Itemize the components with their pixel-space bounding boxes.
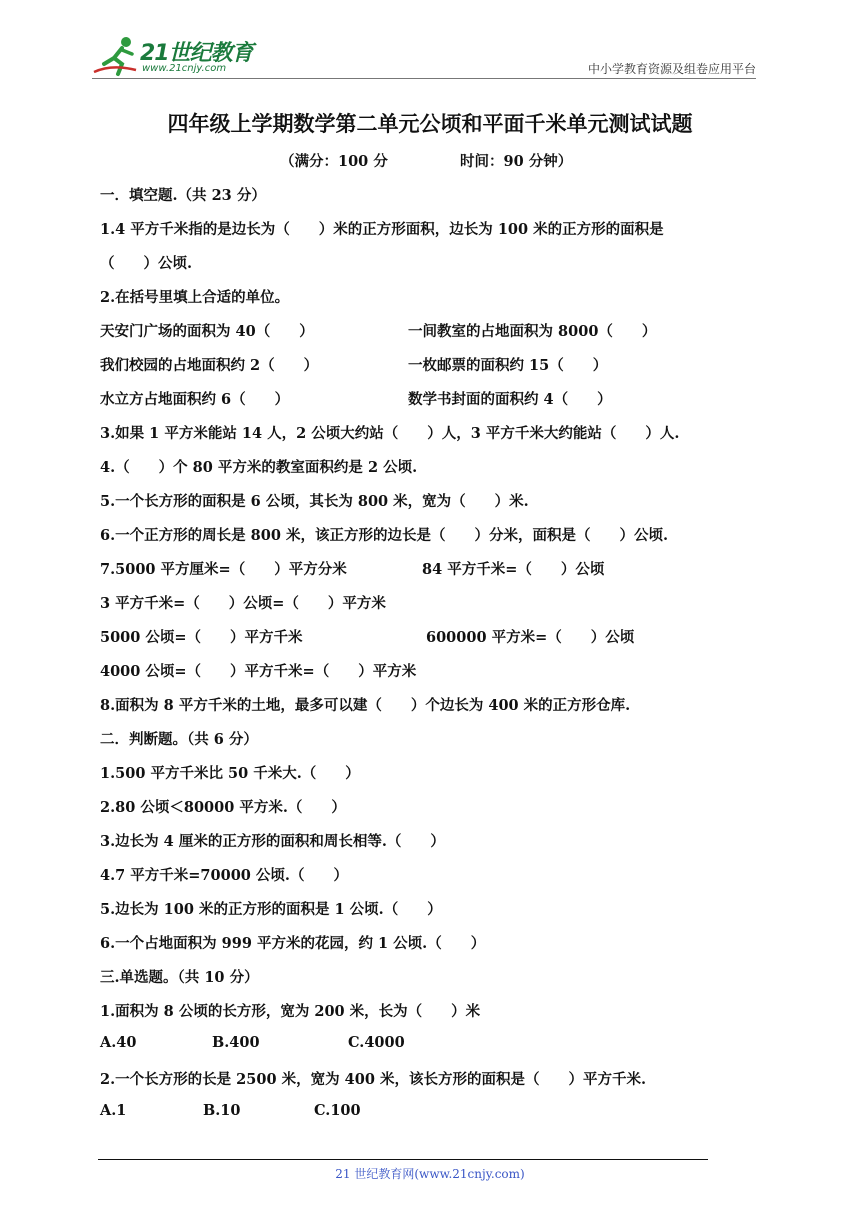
s1-q7: 84 平方千米=（ ）公顷 [422,561,605,578]
s1-q2: 2.在括号里填上合适的单位。 [100,289,290,306]
s1-q2-item: 我们校园的占地面积约 2（ ） [100,357,319,374]
s2-q3: 3.边长为 4 厘米的正方形的面积和周长相等.（ ） [100,833,445,850]
s3-q1: 1.面积为 8 公顷的长方形，宽为 200 米，长为（ ）米 [100,1003,481,1020]
s1-q7: 4000 公顷=（ ）平方千米=（ ）平方米 [100,663,417,680]
s1-q4: 4.（ ）个 80 平方米的教室面积约是 2 公顷. [100,459,418,476]
full-score: （满分：100 分 [280,153,388,170]
runner-icon [92,34,138,78]
section1-heading: 一．填空题.（共 23 分） [100,187,266,204]
s1-q2-item: 水立方占地面积约 6（ ） [100,391,290,408]
s2-q2: 2.80 公顷＜80000 平方米.（ ） [100,799,346,816]
s1-q7: 3 平方千米=（ ）公顷=（ ）平方米 [100,595,386,612]
s2-q6: 6.一个占地面积为 999 平方米的花园，约 1 公顷.（ ） [100,935,486,952]
s3-q2: 2.一个长方形的长是 2500 米，宽为 400 米，该长方形的面积是（ ）平方千米. [100,1071,646,1088]
logo-url: www.21cnjy.com [142,63,227,74]
s1-q5: 5.一个长方形的面积是 6 公顷，其长为 800 米，宽为（ ）米. [100,493,529,510]
brand-logo [92,34,262,78]
s1-q7: 7.5000 平方厘米=（ ）平方分米 [100,561,347,578]
header-platform-text: 中小学教育资源及组卷应用平台 [587,62,756,76]
s1-q3: 3.如果 1 平方米能站 14 人，2 公顷大约站（ ）人，3 平方千米大约能站（ ）人. [100,425,680,442]
s3-q2-option-b: B.10 [203,1102,241,1119]
s1-q2-item: 一枚邮票的面积约 15（ ） [408,357,608,374]
s1-q6: 6.一个正方形的周长是 800 米，该正方形的边长是（ ）分米，面积是（ ）公顷. [100,527,669,544]
s1-q2-item: 数学书封面的面积约 4（ ） [408,391,612,408]
s3-q2-option-a: A.1 [100,1102,127,1119]
s1-q2-item: 天安门广场的面积为 40（ ） [100,323,314,340]
page-title: 四年级上学期数学第二单元公顷和平面千米单元测试试题 [167,111,693,136]
section3-heading: 三.单选题。（共 10 分） [100,969,259,986]
s1-q7: 5000 公顷=（ ）平方千米 [100,629,303,646]
s1-q2-item: 一间教室的占地面积为 8000（ ） [408,323,657,340]
s2-q1: 1.500 平方千米比 50 千米大.（ ） [100,765,360,782]
footer-divider [98,1159,708,1160]
header-divider [92,78,756,79]
s2-q4: 4.7 平方千米=70000 公顷.（ ） [100,867,348,884]
footer-link[interactable]: 21 世纪教育网(www.21cnjy.com) [335,1167,525,1181]
s3-q1-option-c: C.4000 [348,1034,405,1051]
s3-q1-option-a: A.40 [100,1034,137,1051]
s1-q8: 8.面积为 8 平方千米的土地，最多可以建（ ）个边长为 400 米的正方形仓库. [100,697,631,714]
s1-q1-line1: 1.4 平方千米指的是边长为（ ）米的正方形面积，边长为 100 米的正方形的面积是 [100,221,664,238]
s3-q2-option-c: C.100 [314,1102,361,1119]
s3-q1-option-b: B.400 [212,1034,260,1051]
s2-q5: 5.边长为 100 米的正方形的面积是 1 公顷.（ ） [100,901,442,918]
s1-q7: 600000 平方米=（ ）公顷 [426,629,635,646]
logo-text: 21世纪教育 [140,41,253,66]
s1-q1-line2: （ ）公顷. [100,255,193,272]
exam-time: 时间：90 分钟） [460,153,573,170]
section2-heading: 二．判断题。（共 6 分） [100,731,258,748]
